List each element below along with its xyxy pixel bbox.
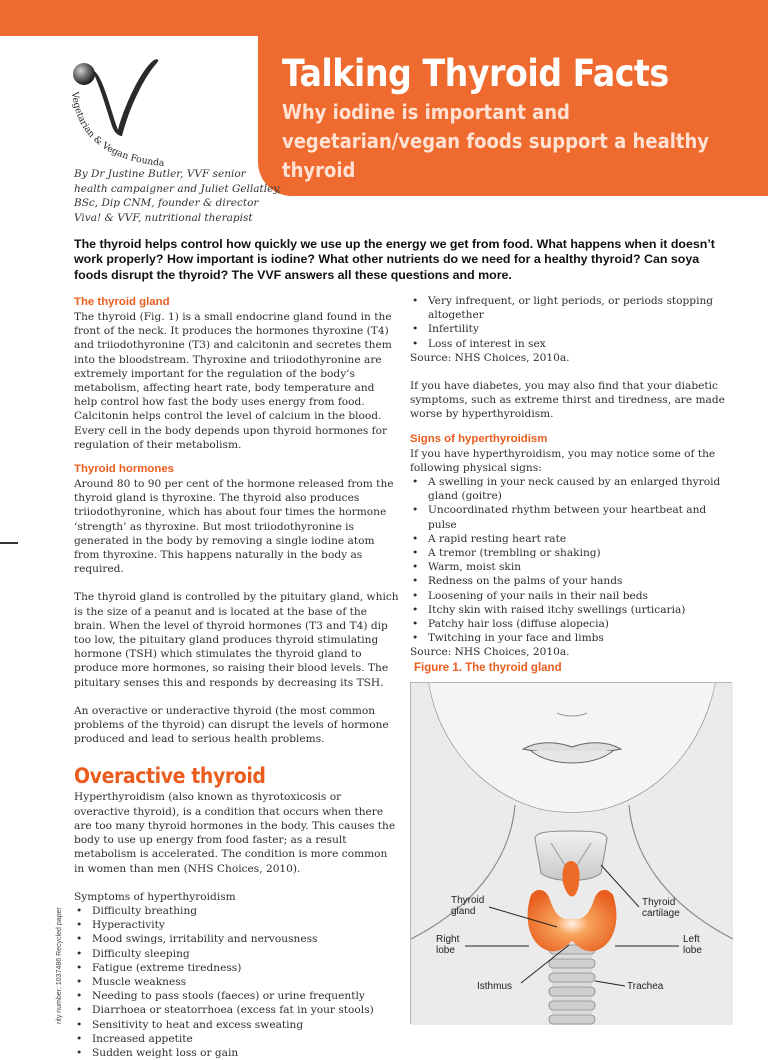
- paragraph-diabetes: If you have diabetes, you may also find that your diabetic symptoms, such as extreme thirst and tiredness, are made worse by hyperthyroidism.: [410, 380, 725, 421]
- label-thyroid-gland: Thyroid gland: [451, 895, 485, 917]
- label-left-lobe: Left lobe: [683, 934, 702, 956]
- list-item: • A tremor (trembling or shaking): [410, 546, 735, 560]
- signs-list: [410, 475, 735, 645]
- thyroid-illustration: [411, 683, 733, 1025]
- heading-overactive-thyroid: Overactive thyroid: [74, 764, 266, 789]
- label-thyroid-cartilage: Thyroid cartilage: [642, 897, 680, 919]
- paragraph-thyroid-gland: The thyroid (Fig. 1) is a small endocrine gland found in the front of the neck. It produces the hormones thyroxine (T4) and triiodothyronine (T3) and calcitonin and secretes them into the bloodstream. Thyroxine and triiodothyronine are extremely important for the regulation of the body’s metabolism, affecting heart rate, body temperature and help control how fast the body uses energy from food. Calcitonin helps control the level of calcium in the blood. Every cell in the body depends upon thyroid hormones for regulation of their metabolism.: [74, 311, 392, 451]
- paragraph-hormones-2: The thyroid gland is controlled by the pituitary gland, which is the size of a peanut and is located at the base of the brain. When the level of thyroid hormones (T3 and T4) dip too low, the pituitary gland produces thyroid stimulating hormone (TSH) which stimulates the thyroid gland to produce more hormones, so raising their blood levels. The pituitary senses this and responds by decreasing its TSH.: [74, 591, 399, 689]
- symptoms-list: [74, 904, 399, 1060]
- list-item: • A swelling in your neck caused by an enlarged thyroid gland (goitre): [410, 475, 735, 503]
- list-item: • Difficulty sleeping: [74, 947, 399, 961]
- vvf-logo: [62, 52, 192, 178]
- figure-title: Figure 1. The thyroid gland: [414, 662, 562, 674]
- list-item: • Patchy hair loss (diffuse alopecia): [410, 617, 735, 631]
- heading-thyroid-gland: The thyroid gland: [74, 296, 170, 308]
- label-right-lobe: Right lobe: [436, 934, 460, 956]
- right-column: [410, 294, 735, 660]
- list-item: • Hyperactivity: [74, 918, 399, 932]
- list-item: • Redness on the palms of your hands: [410, 574, 735, 588]
- page-title: Talking Thyroid Facts: [282, 52, 669, 95]
- list-item: • Warm, moist skin: [410, 560, 735, 574]
- byline: [74, 167, 294, 225]
- byline-line: Viva! & VVF, nutritional therapist: [74, 211, 253, 224]
- left-column: [74, 294, 399, 1060]
- margin-mark: [0, 542, 18, 544]
- paragraph-overactive: Hyperthyroidism (also known as thyrotoxicosis or overactive thyroid), is a condition that occurs when there are too many thyroid hormones in the body. This causes the body to use up energy from food faster; as a result metabolism is accelerated. The condition is more common in women than men (NHS Choices, 2010).: [74, 791, 396, 875]
- list-item: • Itchy skin with raised itchy swellings (urticaria): [410, 603, 735, 617]
- label-isthmus: Isthmus: [477, 981, 513, 992]
- list-item: • Difficulty breathing: [74, 904, 399, 918]
- list-item: • Increased appetite: [74, 1032, 399, 1046]
- list-item: • Loss of interest in sex: [410, 337, 735, 351]
- list-item: • Sensitivity to heat and excess sweating: [74, 1018, 399, 1032]
- list-item: • Loosening of your nails in their nail beds: [410, 589, 735, 603]
- list-item: • Uncoordinated rhythm between your heartbeat and pulse: [410, 503, 735, 531]
- list-item: • Needing to pass stools (faeces) or urine frequently: [74, 989, 399, 1003]
- list-item: • Mood swings, irritability and nervousness: [74, 932, 399, 946]
- heading-thyroid-hormones: Thyroid hormones: [74, 463, 174, 476]
- vertical-footer-text: rity number: 1037486 Recycled paper: [56, 907, 63, 1024]
- list-item: • Twitching in your face and limbs: [410, 631, 735, 645]
- page-subtitle: Why iodine is important and vegetarian/vegan foods support a healthy thyroid: [282, 100, 710, 182]
- source-citation: Source: NHS Choices, 2010a.: [410, 351, 570, 364]
- heading-signs-hyperthyroidism: Signs of hyperthyroidism: [410, 432, 548, 445]
- paragraph-hormones-1: Around 80 to 90 per cent of the hormone released from the thyroid gland is thyroxine. The thyroid also produces triiodothyronine, which has about four times the hormone ‘strength’ as thyroxine. But most triiodothyronine is generated in the body by removing a single iodine atom from thyroxine. This happens naturally in the body as required.: [74, 478, 394, 576]
- list-item: • Diarrhoea or steatorrhoea (excess fat in your stools): [74, 1003, 399, 1017]
- source-citation: Source: NHS Choices, 2010a.: [410, 646, 570, 659]
- byline-line: BSc, Dip CNM, founder & director: [74, 197, 259, 210]
- symptoms-intro: Symptoms of hyperthyroidism: [74, 890, 236, 903]
- byline-line: health campaigner and Juliet Gellatley,: [74, 182, 282, 195]
- vvf-logo-mark: [62, 52, 192, 178]
- signs-intro: If you have hyperthyroidism, you may notice some of the following physical signs:: [410, 447, 716, 474]
- list-item: • Sudden weight loss or gain: [74, 1046, 399, 1060]
- label-trachea: Trachea: [627, 981, 664, 992]
- list-item: • Very infrequent, or light periods, or periods stopping altogether: [410, 294, 735, 322]
- list-item: • Infertility: [410, 322, 735, 336]
- intro-paragraph: The thyroid helps control how quickly we use up the energy we get from food. What happens when it doesn’t work properly? How important is iodine? What other nutrients do we need for a healthy thyroid? Can soya foods disrupt the thyroid? The VVF answers all these questions and more.: [74, 237, 715, 282]
- list-item: • Muscle weakness: [74, 975, 399, 989]
- periods-list: [410, 294, 735, 351]
- thyroid-figure: [410, 682, 732, 1024]
- byline-line: By Dr Justine Butler, VVF senior: [74, 168, 246, 180]
- list-item: • A rapid resting heart rate: [410, 532, 735, 546]
- paragraph-hormones-3: An overactive or underactive thyroid (the most common problems of the thyroid) can disrupt the levels of hormone produced and lead to serious health problems.: [74, 704, 389, 746]
- list-item: • Fatigue (extreme tiredness): [74, 961, 399, 975]
- logo-arc-text: Vegetarian & Vegan Founda: [68, 91, 165, 169]
